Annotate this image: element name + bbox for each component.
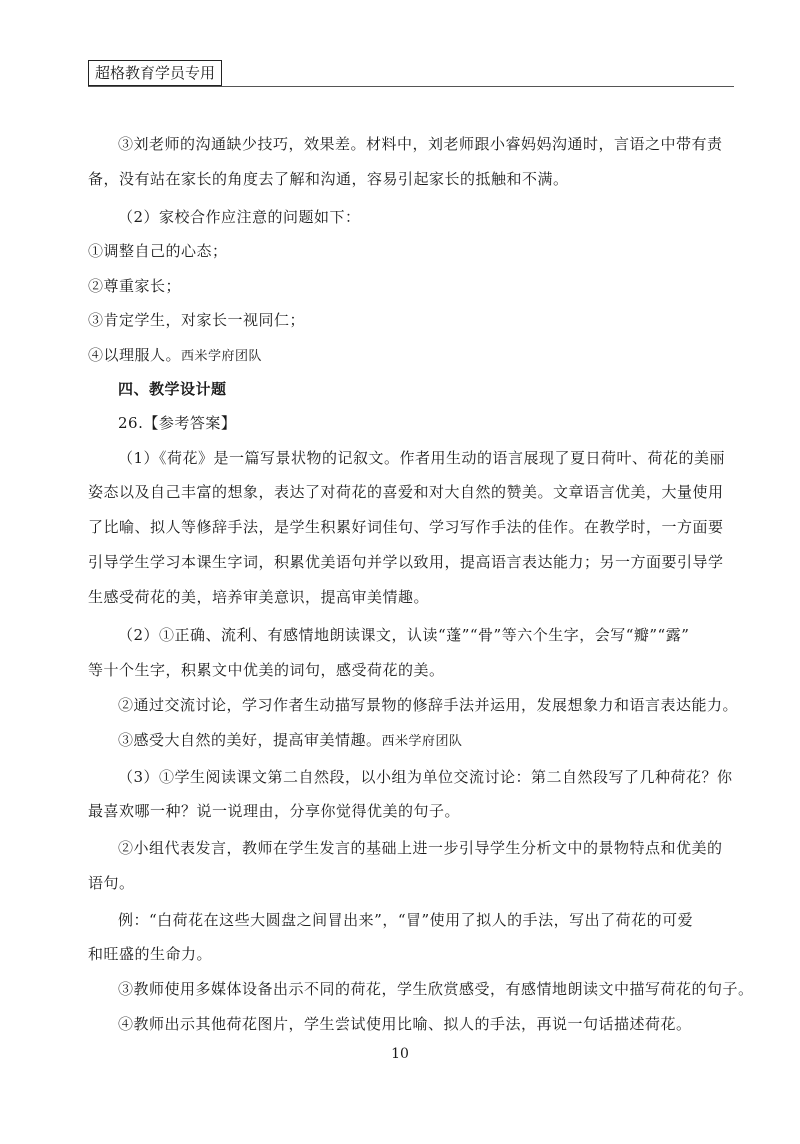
- text-line: ③刘老师的沟通缺少技巧，效果差。材料中，刘老师跟小睿妈妈沟通时，言语之中带有责: [118, 135, 723, 153]
- text-line-with-watermark: [118, 729, 748, 753]
- text-line: （3）①学生阅读课文第二自然段，以小组为单位交流讨论：第二自然段写了几种荷花？你: [118, 768, 733, 786]
- text-line: 引导学生学习本课生字词，积累优美语句并学以致用，提高语言表达能力；另一方面要引导学: [88, 553, 724, 571]
- text-line: ①调整自己的心态；: [88, 242, 228, 260]
- header-label: 超格教育学员专用: [88, 60, 222, 86]
- text-line: 等十个生字，积累文中优美的词句，感受荷花的美。: [88, 661, 445, 679]
- text-line: 最喜欢哪一种？说一说理由，分享你觉得优美的句子。: [88, 802, 461, 820]
- text-line: （1）《荷花》是一篇写景状物的记叙文。作者用生动的语言展现了夏日荷叶、荷花的美丽: [118, 449, 726, 467]
- header-divider: [88, 86, 734, 87]
- text-line: ②小组代表发言，教师在学生发言的基础上进一步引导学生分析文中的景物特点和优美的: [118, 839, 723, 857]
- text-line: 了比喻、拟人等修辞手法，是学生积累好词佳句、学习写作手法的佳作。在教学时，一方面要: [88, 518, 724, 536]
- text-line: ③教师使用多媒体设备出示不同的荷花，学生欣赏感受，有感情地朗读文中描写荷花的句子。: [118, 980, 754, 998]
- text-line: ②尊重家长；: [88, 277, 182, 295]
- text-line: 和旺盛的生命力。: [88, 945, 213, 963]
- text-line: 生感受荷花的美，培养审美意识，提高审美情趣。: [88, 588, 430, 606]
- text-line: ③肯定学生，对家长一视同仁；: [88, 311, 306, 329]
- text-line: 例：“白荷花在这些大圆盘之间冒出来”，“冒”使用了拟人的手法，写出了荷花的可爱: [118, 911, 694, 929]
- text-segment: ③感受大自然的美好，提高审美情趣。: [118, 731, 382, 749]
- text-line: 姿态以及自己丰富的想象，表达了对荷花的喜爱和对大自然的赞美。文章语言优美，大量使用: [88, 483, 724, 501]
- section-heading: 四、教学设计题: [118, 380, 227, 398]
- text-line-with-watermark: [88, 344, 748, 368]
- watermark-text: 西米学府团队: [181, 349, 263, 364]
- text-line: ④教师出示其他荷花图片，学生尝试使用比喻、拟人的手法，再说一句话描述荷花。: [118, 1015, 692, 1033]
- text-line: （2）家校合作应注意的问题如下：: [118, 208, 361, 226]
- question-number: 26.【参考答案】: [118, 414, 237, 432]
- text-line: （2）①正确、流利、有感情地朗读课文，认读“蓬”“骨”等六个生字，会写“瓣”“露”: [118, 626, 690, 644]
- text-line: 备，没有站在家长的角度去了解和沟通，容易引起家长的抵触和不满。: [88, 170, 569, 188]
- watermark-text: 西米学府团队: [381, 734, 463, 749]
- text-segment: ④以理服人。: [88, 346, 182, 364]
- text-line: 语句。: [88, 874, 135, 892]
- text-line: ②通过交流讨论，学习作者生动描写景物的修辞手法并运用，发展想象力和语言表达能力。: [118, 696, 739, 714]
- page-number: 10: [391, 1046, 409, 1062]
